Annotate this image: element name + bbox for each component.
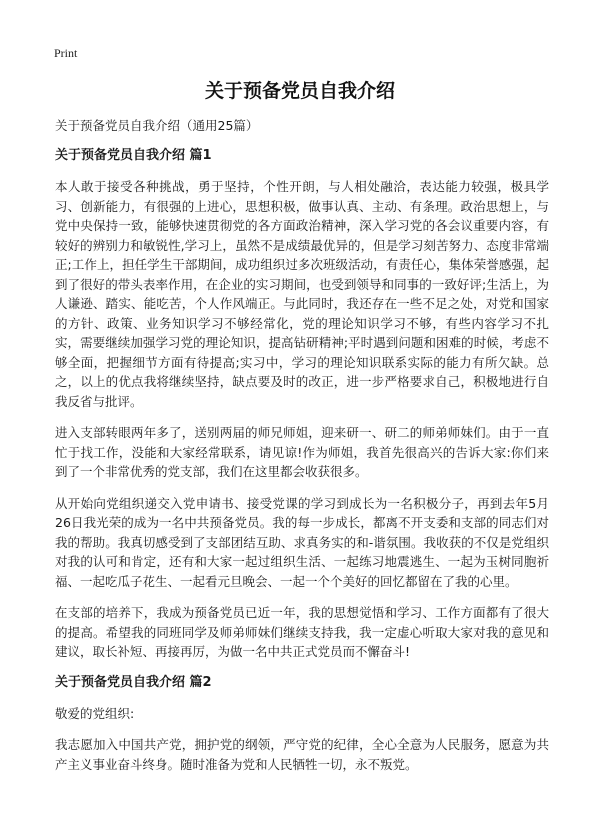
paragraph: 从开始向党组织递交入党申请书、接受党课的学习到成长为一名积极分子，再到去年5月26日我光荣的成为一名中共预备党员。我的每一步成长，都离不开支委和支部的同志们对我的帮助。我真切感受到了支部团结互助、求真务实的和-谐氛围。我收获的不仅是党组织对我的认可和肯定，还有和大家一起过组织生活、一起练习地震逃生、一起为玉树同胞祈福、一起吃瓜子花生、一起看元旦晚会、一起一个个美好的回忆都留在了我的心里。 [55,495,549,589]
paragraph: 本人敢于接受各种挑战，勇于坚持，个性开朗，与人相处融洽，表达能力较强，极具学习、创新能力，有很强的上进心，思想积极，做事认真、主动、有条理。政治思想上，与党中央保持一致，能够快速贯彻党的各方面政治精神，深入学习党的各会议重要内容，有较好的辨别力和敏锐性,学习上，虽然不是成绩最优异的，但是学习刻苦努力、态度非常端正;工作上，担任学生干部期间，成功组织过多次班级活动，有责任心，集体荣誉感强，起到了很好的带头表率作用，在企业的实习期间，也受到领导和同事的一致好评;生活上，为人谦逊、踏实、能吃苦，个人作风端正。与此同时，我还存在一些不足之处，对党和国家的方针、政策、业务知识学习不够经常化，党的理论知识学习不够，有些内容学习不扎实，需要继续加强学习党的理论知识，提高钻研精神;平时遇到问题和困难的时候，考虑不够全面，把握细节方面有待提高;实习中，学习的理论知识联系实际的能力有所欠缺。总之，以上的优点我将继续坚持，缺点要及时的改正，进一步严格要求自己，积极地进行自我反省与批评。 [55,179,549,409]
document-body [55,117,549,786]
print-label: Print [54,46,78,60]
page-title: 关于预备党员自我介绍 [204,80,395,102]
paragraph: 我志愿加入中国共产党，拥护党的纲领，严守党的纪律，全心全意为人民服务，愿意为共产主义事业奋斗终身。随时准备为党和人民牺牲一切，永不叛党。 [55,737,549,772]
paragraph: 敬爱的党组织: [55,705,135,721]
section-heading: 关于预备党员自我介绍 篇2 [55,674,212,690]
document-subtitle: 关于预备党员自我介绍（通用25篇） [55,118,259,133]
paragraph: 在支部的培养下，我成为预备党员已近一年，我的思想觉悟和学习、工作方面都有了很大的提高。希望我的同班同学及师弟师妹们继续支持我，我一定虚心听取大家对我的意见和建议，取长补短、再接再厉，为做一名中共正式党员而不懈奋斗! [55,605,549,659]
paragraph: 进入支部转眼两年多了，送别两届的师兄师姐，迎来研一、研二的师弟师妹们。由于一直忙于找工作，没能和大家经常联系，请见谅!作为师姐，我首先很高兴的告诉大家:你们来到了一个非常优秀的党支部，我们在这里都会收获很多。 [55,425,549,479]
section-heading: 关于预备党员自我介绍 篇1 [55,148,212,163]
